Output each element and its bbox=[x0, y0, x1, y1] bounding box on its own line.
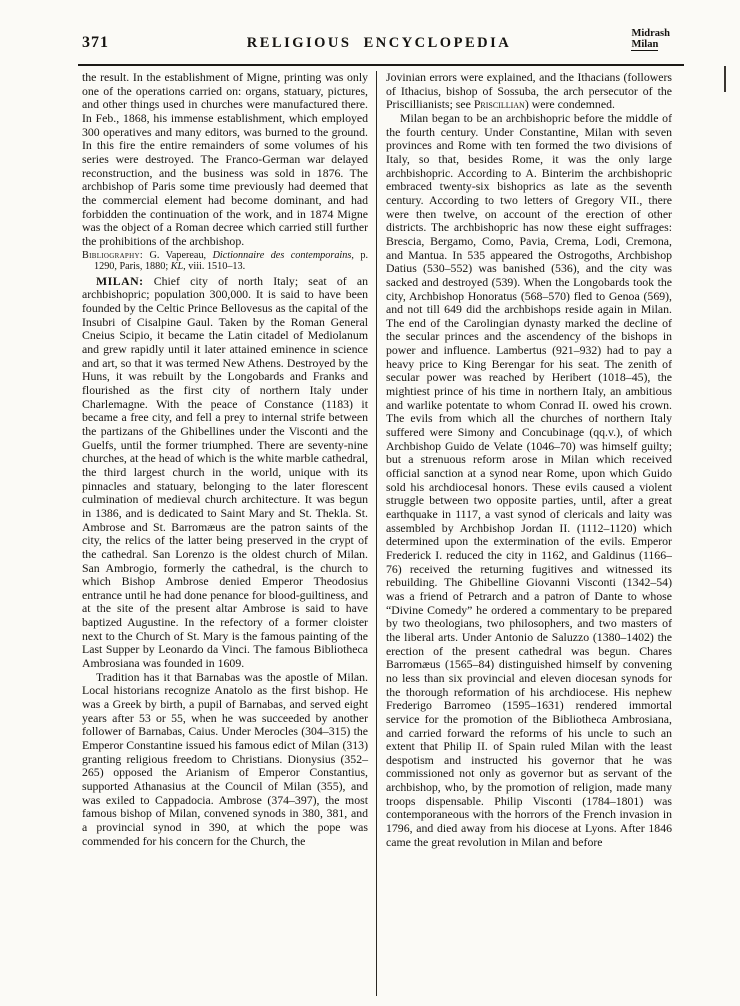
bibliography-text: G. Vapereau, bbox=[142, 249, 213, 261]
entry-body-text: Chief city of north Italy; seat of an archbishopric; population 300,000. It is said to have been founded by the Celtic Prince Bellovesus as the capital of the Insubri of Cisalpine Gaul. Taken by the Roman General Cneius Scipio, it became the Latin citadel of Mediolanum and grew rapidly until it later attained eminence in science and art, so that it was termed New Athens. Destroyed by the Huns, it was rebuilt by the Longobards and Franks and flourished as the first city of northern Italy under Charlemagne. With the peace of Constance (1183) it became a free city, and fell a prey to internal strife between the partizans of the Ghibellines under the Visconti and the Guelfs, until the former triumphed. There are seventy-nine churches, at the head of which is the white marble cathedral, the third largest church in the world, unique with its pinnacles and statuary, belonging to the later florescent culmination of medieval church architecture. It was begun in 1386, and is dedicated to Saint Mary and St. Thekla. St. Ambrose and St. Barromæus are the patron saints of the city, the relics of the latter being preserved in the crypt of the cathedral. San Lorenzo is the oldest church of Milan. San Ambrogio, formerly the cathedral, is the church to which Bishop Ambrose denied Emperor Theodosius entrance until he had done penance for blood-guiltiness, and at the site of the present altar Ambrose is said to have baptized Augustine. In the refectory of a former cloister next to the Church of St. Mary is the famous painting of the Last Supper by Leonardo da Vinci. The famous Bibliotheca Ambrosiana was founded in 1609. bbox=[82, 273, 368, 671]
scan-edge-mark bbox=[724, 66, 726, 92]
text-columns bbox=[82, 71, 672, 996]
header-rule bbox=[78, 64, 684, 66]
paragraph-milan-entry bbox=[82, 275, 368, 671]
paragraph-jovinian bbox=[386, 71, 672, 112]
right-column bbox=[377, 71, 672, 996]
bibliography-work-title: Dictionnaire des contemporains bbox=[212, 249, 352, 261]
paragraph-archbishopric-history: Milan began to be an archbishopric before the middle of the fourth century. Under Constantine, Milan with seven provinces and Rome with ten formed the two divisions of Italy, so that, besides Rome, it was the only large archbishopric. According to A. Binterim the archbishopric embraced twenty-six bishoprics as late as the seventh century. According to two letters of Gregory VII., there were then twelve, on account of the erection of other districts. The archbishopric has now these eight suffrages: Brescia, Bergamo, Como, Pavia, Crema, Lodi, Cremona, and Mantua. In 535 appeared the Ostrogoths, Archbishop Datius (530–552) was banished (536), and the city was sacked and destroyed (539). When the Longobards took the city, Archbishop Honoratus (568–570) fled to Genoa (569), and not till 649 did the archbishops reside again in Milan. The end of the Carolingian dynasty marked the decline of the secular princes and the ascendency of the bishops in power and influence. Lambertus (921–932) had to pay a heavy price to King Berengar for his seat. The zenith of secular power was reached by Heribert (1018–45), the mightiest prince of his time in northern Italy, an ambitious and warlike potentate to whom Conrad II. owed his crown. The evils from which all the churches of northern Italy suffered were Simony and Concubinage (qq.v.), of which Archbishop Guido de Velate (1046–70) was himself guilty; but a strenuous reform arose in Milan which received official sanction at a synod near Rome, upon which Guido sold his archdiocesal honors. These evils caused a violent struggle between two opposite parties, until, after a great earthquake in 1117, a vast synod of clericals and laity was assembled by Archbishop Jordan II. (1112–1120) which determined upon the extermination of the evils. Emperor Frederick I. reduced the city in 1162, and Galdinus (1166–76) received the returning fugitives and witnessed its rebuilding. The Ghibelline Giovanni Visconti (1342–54) was a friend of Petrarch and a patron of Dante to whose “Divine Comedy” he ordered a commentary to be prepared by two theologians, two philosophers, and two masters of the liberal arts. Under Antonio de Saluzzo (1380–1402) the erection of the present cathedral was begun. Chares Barromæus (1565–84) distinguished himself by convening no less than six provincial and eleven diocesan synods for the thorough reformation of his archdiocese. His nephew Frederigo Barromeo (1595–1631) rendered immortal service for the promotion of the Bibliotheca Ambrosiana, and carried forward the reforms of his uncle to such an extent that Philip II. of Spain ruled Milan with the least despotism and instructed his governor that he was commissioned not only as governor but as servant of the archbishop, who, by the promotion of religion, made many troops dispensable. Philip Visconti (1784–1801) was contemporaneous with the horrors of the French invasion in 1796, and died away from his diocese at Lyons. After 1846 came the great revolution in Milan and before bbox=[386, 110, 672, 849]
jovinian-text: ) were condemned. bbox=[524, 97, 615, 112]
page-header bbox=[82, 28, 676, 62]
bibliography-text: , p. 1290, Paris, 1880; bbox=[94, 249, 368, 273]
left-column bbox=[82, 71, 377, 996]
paragraph-tradition: Tradition has it that Barnabas was the apostle of Milan. Local historians recognize Anatolo as the first bishop. He was a Greek by birth, a pupil of Barnabas, and served eight years after 53 or 55, when he was succeeded by another follower of Barnabas, Caius. Under Merocles (304–315) the Emperor Constantine issued his famous edict of Milan (313) granting religious freedom to Christians. Dionysius (352–265) opposed the Arianism of Emperor Constantius, supported Athanasius at the Council of Milan (355), and was exiled to Cappadocia. Ambrose (374–397), the most famous bishop of Milan, convened synods in 380, 381, and a provincial synod in 390, at which the pope was commended for his concern for the Church, the bbox=[82, 669, 368, 848]
jovinian-text: Jovinian errors were explained, and the Ithacians (followers of Ithacius, bishop of Sossuba, the arch persecutor of the Priscillianists; see bbox=[386, 71, 672, 112]
cross-reference-priscillian: Priscillian bbox=[473, 97, 525, 112]
bibliography-label: Bibliography: bbox=[82, 249, 143, 261]
page-title: RELIGIOUS ENCYCLOPEDIA bbox=[246, 35, 512, 51]
paragraph-migne-continuation: the result. In the establishment of Migne, printing was only one of the operations carried on: organs, statuary, pictures, and other things used in churches were manufactured there. In Feb., 1868, his immense establishment, which employed 300 operatives and many editors, was burned to the ground. In this fire the entire remainders of some volumes of his series were destroyed. The Franco-German war delayed reconstruction, and the business was sold in 1876. The archbishop of Paris some time previously had deemed that the commercial element had become dominant, and had forbidden the continuation of the work, and in 1874 Migne was the object of a Roman decree which carried still further the prohibitions of the archbishop. bbox=[82, 71, 368, 248]
bibliography-note bbox=[82, 250, 368, 273]
running-head bbox=[631, 28, 670, 50]
running-head-bottom: Milan bbox=[631, 39, 659, 50]
entry-headword-milan: MILAN: bbox=[96, 273, 144, 288]
bibliography-text: , viii. 1510–13. bbox=[183, 261, 246, 273]
running-head-top: Midrash bbox=[631, 28, 670, 39]
bibliography-abbrev: KL bbox=[170, 261, 184, 273]
page-number: 371 bbox=[82, 34, 109, 51]
